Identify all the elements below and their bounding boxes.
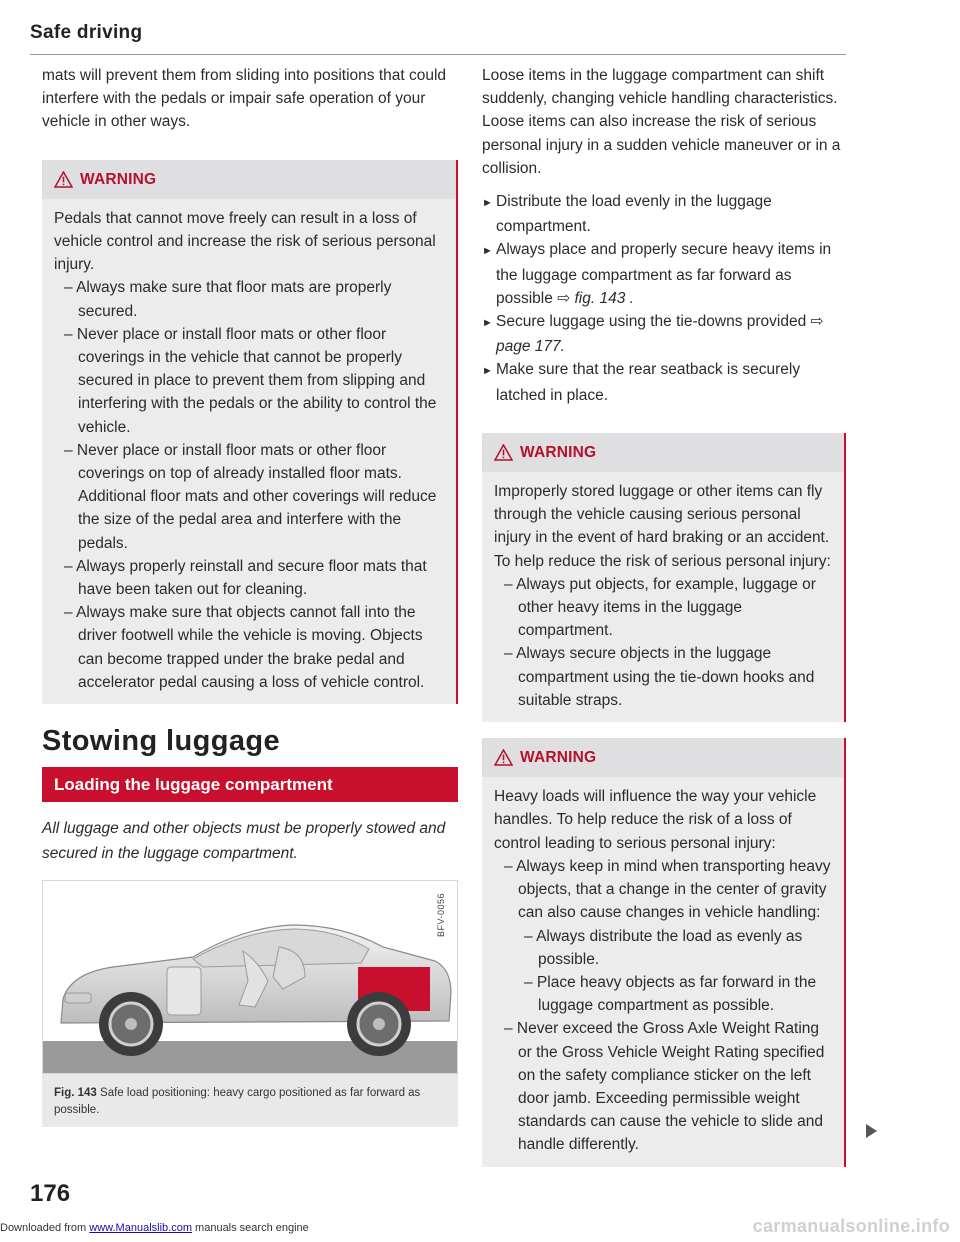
right-intro-paragraph: Loose items in the luggage compartment can shift suddenly, changing vehicle handling characteristics. Loose items can also increase the risk of serious personal injury in a sudden vehicle maneuver or in a collision.: [482, 67, 841, 177]
warning-item: – Never place or install floor mats or other floor coverings on top of already installed floor mats. Additional floor mats and other coverings will reduce the size of the pedal area and interfere with the pedals.: [64, 441, 437, 552]
bullet-arrow-icon: ►: [482, 317, 493, 330]
warning-subitem: – Always distribute the load as evenly as possible.: [524, 927, 803, 968]
warning-body: [42, 199, 456, 704]
warning-subitem: – Place heavy objects as far forward in the luggage compartment as possible.: [524, 973, 817, 1015]
warning-triangle-icon: [494, 444, 513, 461]
car-luggage-illustration: [42, 880, 458, 1074]
warning-box-luggage: [482, 433, 846, 722]
warning-text: Improperly stored luggage or other items can fly through the vehicle causing serious personal injury in the event of hard braking or an accident. To help reduce the risk of serious personal injury:: [494, 483, 831, 570]
warning-item: – Always properly reinstall and secure floor mats that have been taken out for cleaning.: [64, 557, 427, 599]
figure-caption-text: Safe load positioning: heavy cargo positioned as far forward as possible.: [54, 1087, 421, 1117]
car-cutaway-icon: [43, 881, 458, 1074]
warning-item: – Always make sure that floor mats are properly secured.: [64, 279, 392, 320]
section-header-title: Safe driving: [30, 22, 143, 43]
warning-header: [482, 738, 844, 777]
warning-label: WARNING: [80, 170, 157, 188]
manualslib-link[interactable]: www.Manualslib.com: [89, 1222, 192, 1234]
warning-header: [482, 433, 844, 472]
right-column: [482, 64, 846, 1167]
warning-triangle-icon: [54, 171, 73, 188]
warning-triangle-icon: [494, 749, 513, 766]
instruction-item: ► Secure luggage using the tie-downs provided ⇨ page 177.: [482, 313, 824, 356]
figure-caption: [54, 1085, 446, 1119]
watermark: carmanualsonline.info: [752, 1216, 950, 1236]
footer-prefix: Downloaded from: [0, 1222, 87, 1234]
bullet-arrow-icon: ►: [482, 197, 493, 210]
warning-item: – Always make sure that objects cannot fall into the driver footwell while the vehicle is moving. Objects can become trapped under the brake pedal and accelerator pedal causing a loss of vehicle control.: [64, 604, 425, 691]
figure-reference-link[interactable]: ⇨ fig. 143 .: [557, 289, 634, 307]
warning-label: WARNING: [520, 443, 597, 461]
warning-body: [482, 472, 844, 722]
bullet-arrow-icon: ►: [482, 245, 493, 258]
left-intro-paragraph: mats will prevent them from sliding into positions that could interfere with the pedals or impair safe operation of your vehicle in other ways.: [42, 67, 447, 131]
instruction-list: [482, 190, 846, 407]
warning-item: – Never exceed the Gross Axle Weight Rating or the Gross Vehicle Weight Rating specified on the safety compliance sticker on the left door jamb. Exceeding permissible weight standards can cause the vehicle to slide and handle differently.: [504, 1020, 825, 1154]
download-footer: [0, 1222, 309, 1234]
left-column: [42, 64, 458, 1127]
warning-item: – Never place or install floor mats or other floor coverings in the vehicle that cannot be properly secured in place to prevent them from slipping and interfering with the pedals or the ability to control the vehicle.: [64, 325, 437, 436]
figure-143: [42, 880, 458, 1127]
subsection-title: Loading the luggage compartment: [42, 767, 458, 802]
page-header: [30, 22, 846, 55]
instruction-item: ► Distribute the load evenly in the luggage compartment.: [482, 193, 772, 236]
continue-arrow-icon: [866, 1124, 877, 1138]
section-title: Stowing luggage: [42, 725, 280, 758]
page-number: 176: [30, 1180, 71, 1207]
warning-label: WARNING: [520, 749, 597, 767]
subsection-intro: All luggage and other objects must be properly stowed and secured in the luggage compartment.: [42, 820, 446, 863]
instruction-item: ► Make sure that the rear seatback is securely latched in place.: [482, 361, 801, 404]
warning-text: Pedals that cannot move freely can result in a loss of vehicle control and increase the risk of serious personal injury.: [54, 209, 436, 274]
warning-box-heavy-loads: [482, 738, 846, 1166]
bullet-arrow-icon: ►: [482, 365, 493, 378]
warning-header: [42, 160, 456, 199]
warning-body: [482, 777, 844, 1166]
figure-caption-label: Fig. 143: [54, 1087, 97, 1100]
warning-item: – Always put objects, for example, luggage or other heavy items in the luggage compartment.: [504, 575, 816, 640]
warning-item: – Always secure objects in the luggage compartment using the tie-down hooks and suitable straps.: [504, 645, 815, 709]
warning-text: Heavy loads will influence the way your vehicle handles. To help reduce the risk of a loss of control leading to serious personal injury:: [494, 788, 817, 852]
warning-box-pedals: [42, 160, 458, 704]
warning-item: – Always keep in mind when transporting heavy objects, that a change in the center of gravity can also cause changes in vehicle handling:: [504, 857, 831, 922]
figure-code: BFV-0056: [435, 893, 446, 938]
header-rule: [30, 54, 846, 55]
page-reference-link[interactable]: ⇨ page 177.: [496, 313, 824, 356]
footer-suffix: manuals search engine: [195, 1222, 309, 1234]
instruction-item: ► Always place and properly secure heavy items in the luggage compartment as far forward as possible ⇨ fig. 143 .: [482, 241, 832, 307]
